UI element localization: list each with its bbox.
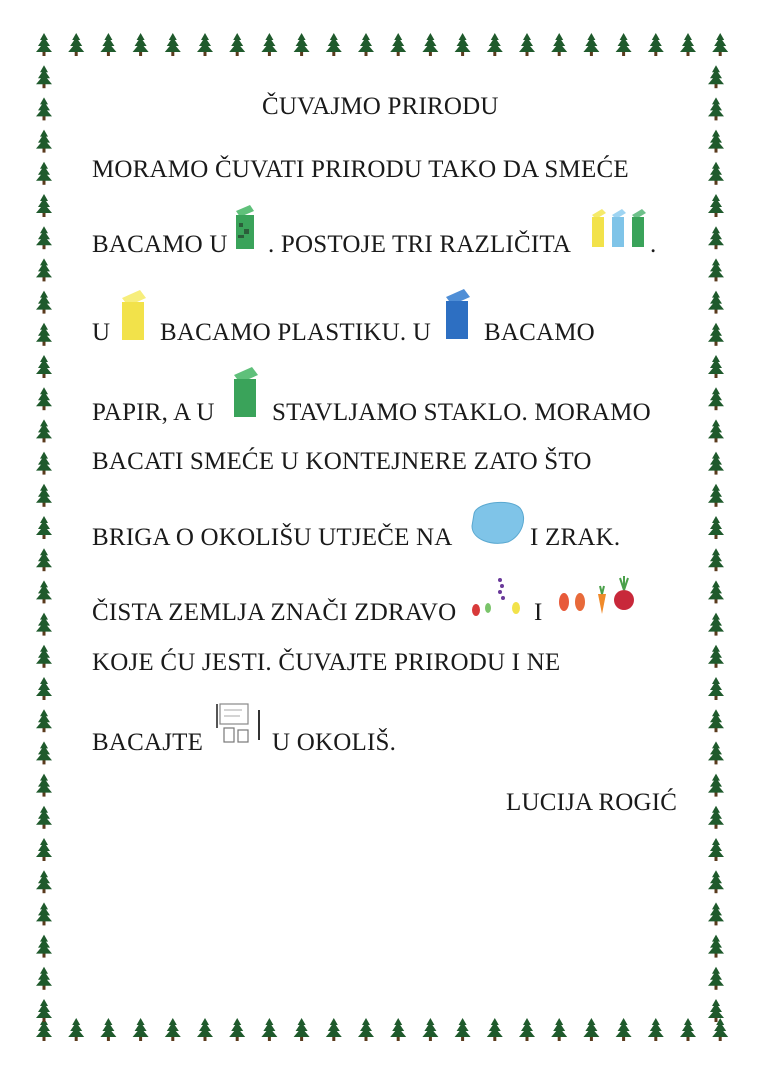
tree-icon [36, 677, 52, 700]
tree-icon [583, 1018, 599, 1041]
tree-icon [36, 130, 52, 153]
tree-icon [487, 33, 503, 56]
tree-icon [197, 33, 213, 56]
litter-drawing [212, 698, 268, 750]
tree-icon [36, 516, 52, 539]
line-5: BACATI SMEĆE U KONTEJNERE ZATO ŠTO [92, 448, 592, 475]
tree-icon [36, 97, 52, 120]
tree-icon [680, 33, 696, 56]
tree-icon [36, 935, 52, 958]
tree-icon [36, 258, 52, 281]
tree-icon [36, 387, 52, 410]
tree-icon [708, 580, 724, 603]
tree-icon [551, 1018, 567, 1041]
tree-icon [708, 741, 724, 764]
tree-icon [708, 323, 724, 346]
tree-icon [708, 967, 724, 990]
tree-icon [326, 1018, 342, 1041]
tree-icon [422, 1018, 438, 1041]
tree-icon [36, 580, 52, 603]
tree-icon [708, 226, 724, 249]
line-2-part-2: . POSTOJE TRI RAZLIČITA [268, 231, 572, 258]
tree-icon [36, 774, 52, 797]
tree-icon [708, 999, 724, 1022]
tree-icon [712, 33, 728, 56]
tree-icon [708, 484, 724, 507]
yellow-container-drawing [116, 288, 154, 346]
tree-icon [36, 645, 52, 668]
tree-icon [133, 1018, 149, 1041]
fruit-drawing [466, 570, 528, 622]
tree-icon [165, 1018, 181, 1041]
tree-icon [229, 1018, 245, 1041]
line-2-part-1: BACAMO U [92, 231, 228, 258]
tree-icon [36, 65, 52, 88]
page-title: ČUVAJMO PRIRODU [262, 93, 499, 120]
tree-icon [708, 774, 724, 797]
tree-icon [455, 1018, 471, 1041]
line-9-part-2: U OKOLIŠ. [272, 729, 397, 756]
tree-icon [708, 645, 724, 668]
tree-icon [36, 452, 52, 475]
tree-icon [708, 838, 724, 861]
line-3-part-3: BACAMO [484, 319, 595, 346]
tree-icon [261, 1018, 277, 1041]
tree-icon [455, 33, 471, 56]
tree-icon [708, 162, 724, 185]
tree-icon [708, 452, 724, 475]
tree-icon [708, 355, 724, 378]
tree-icon [36, 484, 52, 507]
tree-icon [708, 709, 724, 732]
tree-icon [708, 902, 724, 925]
line-1: MORAMO ČUVATI PRIRODU TAKO DA SMEĆE [92, 156, 629, 183]
tree-icon [36, 870, 52, 893]
tree-icon [648, 1018, 664, 1041]
tree-icon [519, 1018, 535, 1041]
tree-icon [551, 33, 567, 56]
tree-icon [36, 806, 52, 829]
tree-icon [708, 97, 724, 120]
tree-icon [583, 33, 599, 56]
tree-icon [36, 33, 52, 56]
tree-icon [708, 258, 724, 281]
tree-icon [36, 613, 52, 636]
water-drop-drawing [466, 496, 528, 548]
tree-icon [708, 419, 724, 442]
tree-icon [680, 1018, 696, 1041]
tree-icon [708, 870, 724, 893]
line-3-part-2: BACAMO PLASTIKU. U [160, 319, 431, 346]
line-9-part-1: BACAJTE [92, 729, 204, 756]
tree-icon [133, 33, 149, 56]
line-4-part-1: PAPIR, A U [92, 399, 215, 426]
three-containers-drawing [588, 205, 650, 253]
tree-icon [616, 33, 632, 56]
tree-icon [36, 194, 52, 217]
line-4-part-2: STAVLJAMO STAKLO. MORAMO [272, 399, 651, 426]
tree-icon [708, 677, 724, 700]
tree-icon [422, 33, 438, 56]
tree-icon [36, 548, 52, 571]
tree-icon [36, 902, 52, 925]
tree-icon [708, 613, 724, 636]
tree-icon [708, 806, 724, 829]
tree-icon [36, 419, 52, 442]
tree-icon [294, 33, 310, 56]
tree-icon [708, 130, 724, 153]
tree-icon [708, 387, 724, 410]
tree-icon [487, 1018, 503, 1041]
tree-icon [36, 162, 52, 185]
tree-icon [36, 967, 52, 990]
tree-icon [708, 65, 724, 88]
tree-icon [390, 33, 406, 56]
tree-icon [36, 291, 52, 314]
tree-icon [68, 1018, 84, 1041]
tree-icon [36, 999, 52, 1022]
line-7-part-1: ČISTA ZEMLJA ZNAČI ZDRAVO [92, 599, 457, 626]
tree-icon [68, 33, 84, 56]
tree-icon [197, 1018, 213, 1041]
tree-icon [36, 838, 52, 861]
tree-icon [100, 1018, 116, 1041]
tree-icon [708, 548, 724, 571]
line-6-part-1: BRIGA O OKOLIŠU UTJEČE NA [92, 524, 453, 551]
tree-icon [294, 1018, 310, 1041]
tree-icon [616, 1018, 632, 1041]
tree-icon [261, 33, 277, 56]
green-container-drawing [230, 203, 264, 253]
tree-icon [165, 33, 181, 56]
tree-icon [326, 33, 342, 56]
tree-icon [708, 194, 724, 217]
line-8: KOJE ĆU JESTI. ČUVAJTE PRIRODU I NE [92, 649, 561, 676]
tree-icon [358, 33, 374, 56]
line-6-part-2: I ZRAK. [530, 524, 621, 551]
green-glass-container-drawing [226, 365, 266, 423]
line-3-part-1: U [92, 319, 111, 346]
tree-icon [358, 1018, 374, 1041]
tree-icon [36, 323, 52, 346]
line-2-part-3: . [650, 231, 657, 258]
tree-icon [390, 1018, 406, 1041]
tree-icon [708, 291, 724, 314]
vegetables-drawing [552, 572, 640, 620]
tree-icon [36, 226, 52, 249]
tree-icon [708, 935, 724, 958]
tree-icon [36, 709, 52, 732]
author-signature: LUCIJA ROGIĆ [506, 789, 678, 816]
blue-container-drawing [440, 287, 478, 345]
tree-icon [36, 741, 52, 764]
tree-icon [708, 516, 724, 539]
tree-icon [229, 33, 245, 56]
tree-icon [648, 33, 664, 56]
tree-icon [36, 355, 52, 378]
line-7-part-2: I [534, 599, 543, 626]
tree-icon [519, 33, 535, 56]
tree-icon [100, 33, 116, 56]
